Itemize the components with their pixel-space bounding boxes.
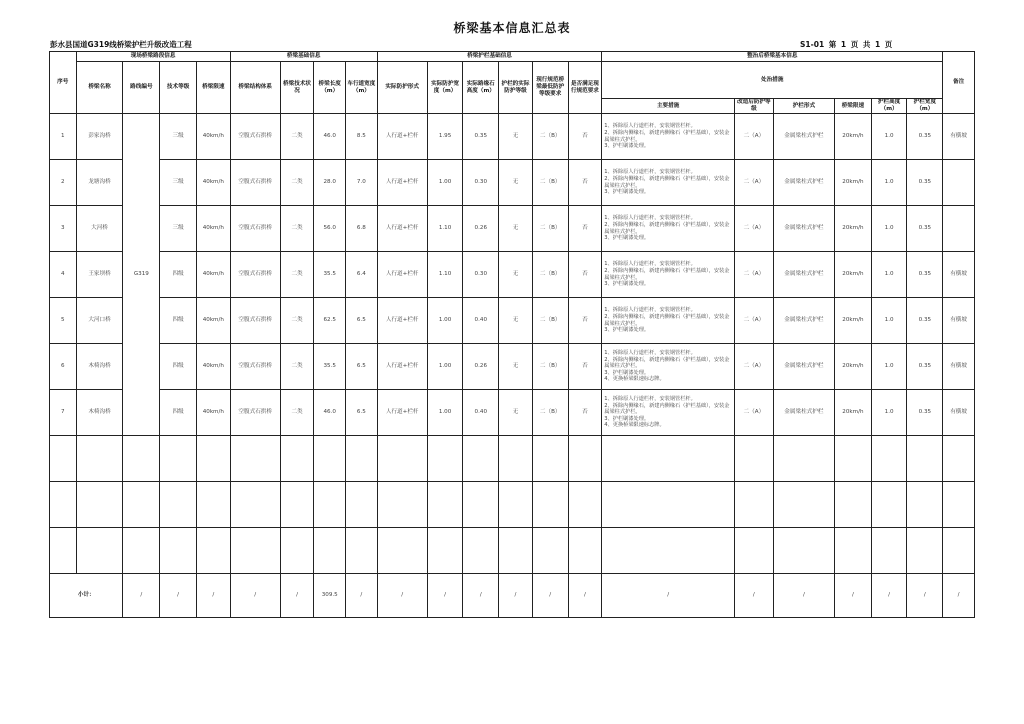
cell-guard-width: 1.10 xyxy=(427,206,463,252)
totals-cell: / xyxy=(230,574,280,618)
cell-name: 木椅沟桥 xyxy=(76,344,123,390)
cell-curb-height: 0.40 xyxy=(463,298,499,344)
cell-new-level: 二（A） xyxy=(734,390,773,436)
measure-line: 3、护栏刷漆处理。 xyxy=(604,415,650,422)
cell-guard-type: 金属梁柱式护栏 xyxy=(773,206,834,252)
totals-cell: / xyxy=(499,574,533,618)
cell-guard-level: 无 xyxy=(499,160,533,206)
cell-rail-width: 0.35 xyxy=(907,344,943,390)
totals-cell: / xyxy=(734,574,773,618)
measure-line: 2、拆除内侧缘石，新建内侧缘石（护栏基础），安装金属梁柱式护栏。 xyxy=(604,313,730,327)
cell-new-speed: 20km/h xyxy=(835,114,872,160)
cell-rail-height: 1.0 xyxy=(871,390,907,436)
header-curb-height: 实际路缘石高度（m） xyxy=(463,62,499,114)
header-new-level: 改造后防护等级 xyxy=(734,99,773,114)
header-speed: 桥梁限速 xyxy=(196,62,230,114)
cell-measures xyxy=(602,206,735,252)
cell-measures xyxy=(602,298,735,344)
header-main-measures: 主要措施 xyxy=(602,99,735,114)
cell-new-speed: 20km/h xyxy=(835,390,872,436)
cell-measures xyxy=(602,160,735,206)
cell-new-speed: 20km/h xyxy=(835,252,872,298)
cell-new-level: 二（A） xyxy=(734,298,773,344)
cell-guard-type: 金属梁柱式护栏 xyxy=(773,160,834,206)
cell-guard-width: 1.00 xyxy=(427,344,463,390)
cell-rail-width: 0.35 xyxy=(907,206,943,252)
cell-grade: 四级 xyxy=(160,344,197,390)
cell-speed: 40km/h xyxy=(196,344,230,390)
header-remark: 备注 xyxy=(943,52,975,114)
cell-rail-width: 0.35 xyxy=(907,252,943,298)
cell-grade: 三级 xyxy=(160,206,197,252)
cell-guard-level: 无 xyxy=(499,252,533,298)
header-lane-width: 车行道宽度（m） xyxy=(346,62,378,114)
cell-rail-height: 1.0 xyxy=(871,298,907,344)
header-name: 桥梁名称 xyxy=(76,62,123,114)
cell-route: G319 xyxy=(123,114,160,436)
header-guard-type: 护栏形式 xyxy=(773,99,834,114)
measure-line: 3、护栏刷漆处理。 xyxy=(604,369,650,376)
cell-measures xyxy=(602,344,735,390)
table-row-empty xyxy=(50,482,975,528)
cell-rail-width: 0.35 xyxy=(907,114,943,160)
cell-remark: 有横坡 xyxy=(943,252,975,298)
totals-cell: / xyxy=(346,574,378,618)
cell-rail-width: 0.35 xyxy=(907,298,943,344)
document-title: 桥梁基本信息汇总表 xyxy=(453,21,571,35)
cell-condition: 二类 xyxy=(280,160,314,206)
measure-line: 2、拆除内侧缘石，新建内侧缘石（护栏基础），安装金属梁柱式护栏。 xyxy=(604,267,730,281)
cell-structure: 空腹式石拱桥 xyxy=(230,252,280,298)
page-info: S1-01 第 1 页 共 1 页 xyxy=(800,40,893,49)
header-meets: 是否满足现行规范要求 xyxy=(568,62,602,114)
cell-new-speed: 20km/h xyxy=(835,298,872,344)
cell-seq: 5 xyxy=(50,298,77,344)
table-row-empty xyxy=(50,436,975,482)
cell-length: 28.0 xyxy=(314,160,346,206)
cell-length: 46.0 xyxy=(314,114,346,160)
header-new-speed: 桥梁限速 xyxy=(835,99,872,114)
measure-line: 1、拆除原人行道栏杆，安装钢管栏杆。 xyxy=(604,307,696,314)
cell-new-speed: 20km/h xyxy=(835,160,872,206)
cell-speed: 40km/h xyxy=(196,298,230,344)
measure-line: 1、拆除原人行道栏杆，安装钢管栏杆。 xyxy=(604,215,696,222)
cell-remark xyxy=(943,206,975,252)
cell-new-speed: 20km/h xyxy=(835,344,872,390)
table-row xyxy=(50,344,975,390)
cell-length: 35.5 xyxy=(314,252,346,298)
totals-cell: / xyxy=(568,574,602,618)
cell-min-level: 二（B） xyxy=(532,206,568,252)
header-rail-width: 护栏宽度（m） xyxy=(907,99,943,114)
cell-guard-type: 金属梁柱式护栏 xyxy=(773,344,834,390)
cell-lane-width: 6.4 xyxy=(346,252,378,298)
cell-seq: 4 xyxy=(50,252,77,298)
cell-guard-level: 无 xyxy=(499,344,533,390)
table-row xyxy=(50,252,975,298)
cell-structure: 空腹式石拱桥 xyxy=(230,390,280,436)
cell-curb-height: 0.30 xyxy=(463,160,499,206)
cell-seq: 1 xyxy=(50,114,77,160)
cell-guard-width: 1.00 xyxy=(427,390,463,436)
cell-meets: 否 xyxy=(568,298,602,344)
header-grade: 技术等级 xyxy=(160,62,197,114)
cell-new-level: 二（A） xyxy=(734,344,773,390)
cell-measures xyxy=(602,390,735,436)
measure-line: 2、拆除内侧缘石，新建内侧缘石（护栏基础），安装金属梁柱式护栏。 xyxy=(604,129,730,143)
measure-line: 1、拆除原人行道栏杆，安装钢管栏杆。 xyxy=(604,396,696,403)
header-min-level: 现行规范桥梁最低防护等级要求 xyxy=(532,62,568,114)
cell-remark: 有横坡 xyxy=(943,298,975,344)
totals-cell: / xyxy=(377,574,427,618)
cell-speed: 40km/h xyxy=(196,252,230,298)
project-name: 彭水县国道G319线桥梁护栏升级改造工程 xyxy=(50,40,192,49)
table-row xyxy=(50,114,975,160)
cell-lane-width: 6.5 xyxy=(346,344,378,390)
cell-guard-form: 人行道+栏杆 xyxy=(377,252,427,298)
cell-new-speed: 20km/h xyxy=(835,206,872,252)
totals-cell: / xyxy=(160,574,197,618)
cell-rail-height: 1.0 xyxy=(871,114,907,160)
cell-guard-form: 人行道+栏杆 xyxy=(377,298,427,344)
cell-condition: 二类 xyxy=(280,206,314,252)
cell-structure: 空腹式石拱桥 xyxy=(230,344,280,390)
measure-line: 1、拆除原人行道栏杆，安装钢管栏杆。 xyxy=(604,261,696,268)
cell-grade: 三级 xyxy=(160,160,197,206)
cell-guard-width: 1.00 xyxy=(427,298,463,344)
cell-structure: 空腹式石拱桥 xyxy=(230,114,280,160)
cell-grade: 四级 xyxy=(160,390,197,436)
totals-cell: / xyxy=(427,574,463,618)
header-group-bridge: 桥梁基础信息 xyxy=(230,52,377,62)
cell-name: 大河桥 xyxy=(76,206,123,252)
cell-condition: 二类 xyxy=(280,344,314,390)
cell-new-level: 二（A） xyxy=(734,206,773,252)
measure-line: 2、拆除内侧缘石，新建内侧缘石（护栏基础），安装金属梁柱式护栏。 xyxy=(604,402,730,416)
cell-guard-level: 无 xyxy=(499,206,533,252)
header-structure: 桥梁结构体系 xyxy=(230,62,280,114)
cell-structure: 空腹式石拱桥 xyxy=(230,160,280,206)
cell-rail-height: 1.0 xyxy=(871,160,907,206)
cell-guard-width: 1.10 xyxy=(427,252,463,298)
cell-min-level: 二（B） xyxy=(532,114,568,160)
totals-cell: / xyxy=(602,574,735,618)
totals-cell: / xyxy=(907,574,943,618)
measure-line: 2、拆除内侧缘石，新建内侧缘石（护栏基础），安装金属梁柱式护栏。 xyxy=(604,356,730,370)
totals-cell: / xyxy=(123,574,160,618)
cell-meets: 否 xyxy=(568,252,602,298)
cell-lane-width: 8.5 xyxy=(346,114,378,160)
header-group-guard: 桥梁护栏基础信息 xyxy=(377,52,602,62)
totals-cell: / xyxy=(773,574,834,618)
cell-curb-height: 0.26 xyxy=(463,206,499,252)
table-header xyxy=(50,52,975,114)
cell-guard-level: 无 xyxy=(499,298,533,344)
measure-line: 3、护栏刷漆处理。 xyxy=(604,189,650,196)
table-row xyxy=(50,390,975,436)
cell-meets: 否 xyxy=(568,344,602,390)
cell-structure: 空腹式石拱桥 xyxy=(230,206,280,252)
cell-lane-width: 6.8 xyxy=(346,206,378,252)
cell-seq: 3 xyxy=(50,206,77,252)
bridge-summary-table xyxy=(49,51,975,618)
cell-guard-type: 金属梁柱式护栏 xyxy=(773,114,834,160)
totals-cell: / xyxy=(196,574,230,618)
cell-condition: 二类 xyxy=(280,114,314,160)
cell-rail-width: 0.35 xyxy=(907,160,943,206)
cell-guard-form: 人行道+栏杆 xyxy=(377,160,427,206)
cell-rail-height: 1.0 xyxy=(871,344,907,390)
table-body xyxy=(50,114,975,618)
measure-line: 1、拆除原人行道栏杆，安装钢管栏杆。 xyxy=(604,350,696,357)
table-row xyxy=(50,298,975,344)
table-row xyxy=(50,206,975,252)
cell-guard-type: 金属梁柱式护栏 xyxy=(773,298,834,344)
cell-length: 35.5 xyxy=(314,344,346,390)
header-group-after: 整治后桥梁基本信息 xyxy=(602,52,943,62)
cell-name: 木椅沟桥 xyxy=(76,390,123,436)
totals-cell: / xyxy=(280,574,314,618)
header-seq: 序号 xyxy=(50,52,77,114)
cell-meets: 否 xyxy=(568,206,602,252)
cell-condition: 二类 xyxy=(280,390,314,436)
cell-seq: 6 xyxy=(50,344,77,390)
cell-meets: 否 xyxy=(568,390,602,436)
totals-cell: / xyxy=(835,574,872,618)
cell-curb-height: 0.30 xyxy=(463,252,499,298)
cell-guard-form: 人行道+栏杆 xyxy=(377,390,427,436)
cell-structure: 空腹式石拱桥 xyxy=(230,298,280,344)
cell-length: 56.0 xyxy=(314,206,346,252)
cell-speed: 40km/h xyxy=(196,206,230,252)
cell-guard-form: 人行道+栏杆 xyxy=(377,206,427,252)
measure-line: 3、护栏刷漆处理。 xyxy=(604,281,650,288)
header-treatment: 处治措施 xyxy=(602,62,943,99)
measure-line: 3、护栏刷漆处理。 xyxy=(604,235,650,242)
totals-cell: / xyxy=(871,574,907,618)
header-length: 桥梁长度（m） xyxy=(314,62,346,114)
cell-min-level: 二（B） xyxy=(532,390,568,436)
measure-line: 4、更换桥梁限速标志牌。 xyxy=(604,376,665,383)
measure-line: 2、拆除内侧缘石，新建内侧缘石（护栏基础），安装金属梁柱式护栏。 xyxy=(604,175,730,189)
cell-min-level: 二（B） xyxy=(532,252,568,298)
measure-line: 4、更换桥梁限速标志牌。 xyxy=(604,422,665,429)
cell-min-level: 二（B） xyxy=(532,344,568,390)
cell-guard-type: 金属梁柱式护栏 xyxy=(773,390,834,436)
cell-speed: 40km/h xyxy=(196,390,230,436)
cell-min-level: 二（B） xyxy=(532,160,568,206)
measure-line: 2、拆除内侧缘石，新建内侧缘石（护栏基础），安装金属梁柱式护栏。 xyxy=(604,221,730,235)
cell-grade: 三级 xyxy=(160,114,197,160)
cell-grade: 四级 xyxy=(160,298,197,344)
cell-rail-width: 0.35 xyxy=(907,390,943,436)
cell-remark: 有横坡 xyxy=(943,114,975,160)
cell-rail-height: 1.0 xyxy=(871,252,907,298)
header-guard-level: 护栏的实际防护等级 xyxy=(499,62,533,114)
cell-guard-type: 金属梁柱式护栏 xyxy=(773,252,834,298)
cell-guard-level: 无 xyxy=(499,390,533,436)
measure-line: 3、护栏刷漆处理。 xyxy=(604,327,650,334)
cell-name: 大河口桥 xyxy=(76,298,123,344)
measure-line: 1、拆除原人行道栏杆，安装钢管栏杆。 xyxy=(604,169,696,176)
cell-guard-level: 无 xyxy=(499,114,533,160)
cell-grade: 四级 xyxy=(160,252,197,298)
totals-cell: / xyxy=(532,574,568,618)
cell-lane-width: 6.5 xyxy=(346,298,378,344)
table-row-empty xyxy=(50,528,975,574)
cell-guard-form: 人行道+栏杆 xyxy=(377,114,427,160)
cell-guard-form: 人行道+栏杆 xyxy=(377,344,427,390)
cell-condition: 二类 xyxy=(280,252,314,298)
header-rail-height: 护栏高度（m） xyxy=(871,99,907,114)
table-row xyxy=(50,160,975,206)
cell-condition: 二类 xyxy=(280,298,314,344)
measure-line: 3、护栏刷漆处理。 xyxy=(604,143,650,150)
cell-lane-width: 6.5 xyxy=(346,390,378,436)
cell-measures xyxy=(602,252,735,298)
cell-length: 62.5 xyxy=(314,298,346,344)
cell-new-level: 二（A） xyxy=(734,252,773,298)
cell-speed: 40km/h xyxy=(196,160,230,206)
cell-lane-width: 7.0 xyxy=(346,160,378,206)
cell-guard-width: 1.00 xyxy=(427,160,463,206)
totals-cell: / xyxy=(463,574,499,618)
cell-name: 彭家沟桥 xyxy=(76,114,123,160)
header-route: 路线编号 xyxy=(123,62,160,114)
totals-row xyxy=(50,574,975,618)
cell-seq: 7 xyxy=(50,390,77,436)
cell-curb-height: 0.35 xyxy=(463,114,499,160)
cell-measures xyxy=(602,114,735,160)
totals-length: 309.5 xyxy=(314,574,346,618)
cell-guard-width: 1.95 xyxy=(427,114,463,160)
cell-remark: 有横坡 xyxy=(943,390,975,436)
cell-new-level: 二（A） xyxy=(734,114,773,160)
cell-length: 46.0 xyxy=(314,390,346,436)
cell-meets: 否 xyxy=(568,160,602,206)
header-group-road: 现场桥梁路段信息 xyxy=(76,52,230,62)
cell-name: 龙塘沟桥 xyxy=(76,160,123,206)
cell-new-level: 二（A） xyxy=(734,160,773,206)
totals-label: 小计： xyxy=(50,574,123,618)
totals-cell: / xyxy=(943,574,975,618)
cell-curb-height: 0.26 xyxy=(463,344,499,390)
measure-line: 1、拆除原人行道栏杆，安装钢管栏杆。 xyxy=(604,123,696,130)
cell-name: 王家坝桥 xyxy=(76,252,123,298)
cell-min-level: 二（B） xyxy=(532,298,568,344)
header-condition: 桥梁技术状况 xyxy=(280,62,314,114)
cell-curb-height: 0.40 xyxy=(463,390,499,436)
cell-seq: 2 xyxy=(50,160,77,206)
cell-meets: 否 xyxy=(568,114,602,160)
cell-remark xyxy=(943,160,975,206)
cell-remark: 有横坡 xyxy=(943,344,975,390)
cell-speed: 40km/h xyxy=(196,114,230,160)
header-guard-form: 实际防护形式 xyxy=(377,62,427,114)
cell-rail-height: 1.0 xyxy=(871,206,907,252)
header-guard-width: 实际防护宽度（m） xyxy=(427,62,463,114)
